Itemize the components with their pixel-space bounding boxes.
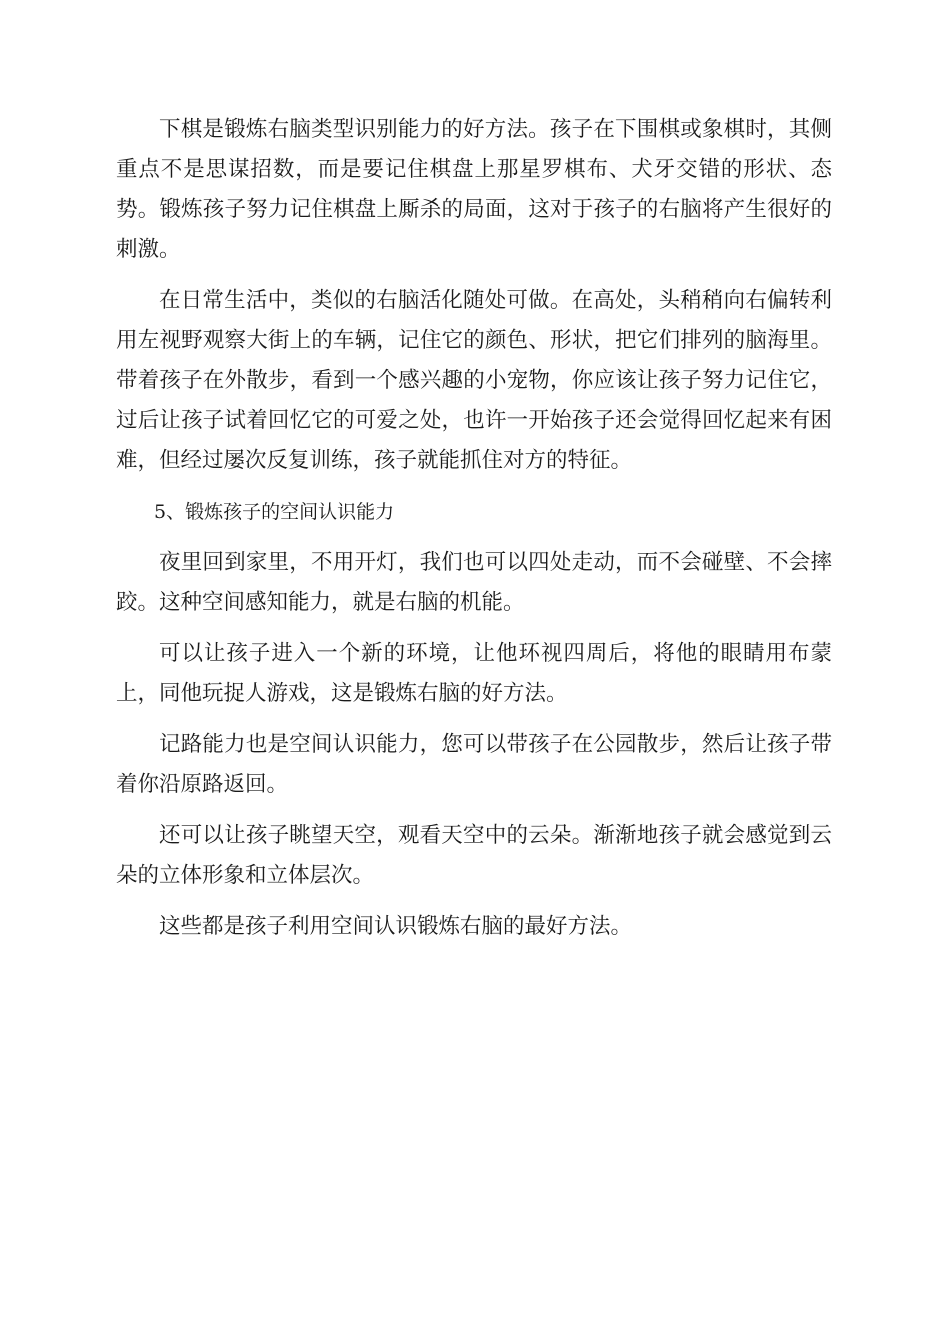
paragraph-clouds: 还可以让孩子眺望天空，观看天空中的云朵。渐渐地孩子就会感觉到云朵的立体形象和立体层次。 bbox=[116, 823, 832, 888]
paragraph-summary: 这些都是孩子利用空间认识锻炼右脑的最好方法。 bbox=[159, 914, 633, 939]
paragraph-chess: 下棋是锻炼右脑类型识别能力的好方法。孩子在下围棋或象棋时，其侧重点不是思谋招数，而是要记住棋盘上那星罗棋布、犬牙交错的形状、态势。锻炼孩子努力记住棋盘上厮杀的局面，这对于孩子的右脑将产生很好的刺激。 bbox=[116, 117, 832, 262]
section-heading: 5、锻炼孩子的空间认识能力 bbox=[154, 501, 395, 523]
paragraph-blindfold-game: 可以让孩子进入一个新的环境，让他环视四周后，将他的眼睛用布蒙上，同他玩捉人游戏，这是锻炼右脑的好方法。 bbox=[116, 641, 832, 706]
document-body bbox=[116, 110, 832, 958]
paragraph-night-walk: 夜里回到家里，不用开灯，我们也可以四处走动，而不会碰壁、不会摔跤。这种空间感知能力，就是右脑的机能。 bbox=[116, 550, 832, 615]
paragraph-daily-life: 在日常生活中，类似的右脑活化随处可做。在高处，头稍稍向右偏转利用左视野观察大街上的车辆，记住它的颜色、形状，把它们排列的脑海里。带着孩子在外散步，看到一个感兴趣的小宠物，你应该让孩子努力记住它，过后让孩子试着回忆它的可爱之处，也许一开始孩子还会觉得回忆起来有困难，但经过屡次反复训练，孩子就能抓住对方的特征。 bbox=[116, 288, 832, 473]
paragraph-route-memory: 记路能力也是空间认识能力，您可以带孩子在公园散步，然后让孩子带着你沿原路返回。 bbox=[116, 732, 832, 797]
